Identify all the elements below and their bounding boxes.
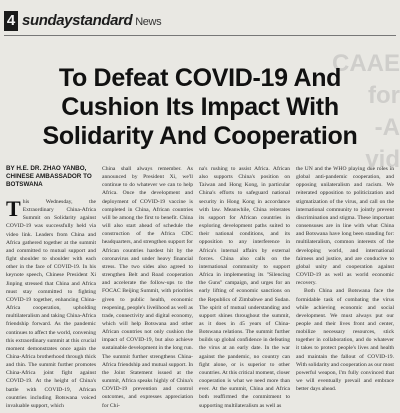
header-rule xyxy=(4,35,396,36)
column-4-paragraph-2: Both China and Botswana face the formidable task of combating the virus while achieving economic and social development. We must always put our people and their lives front and center, mobilize necessary resources, stick together in collaboration, and do whatever it takes to protect people's lives and health and maintain the fallout of COVID-19. With solidarity and cooperation as our most powerful weapon, I'm fully convinced that we will eventually prevail and embrace better days ahead. xyxy=(296,288,394,393)
masthead xyxy=(22,12,161,29)
article-byline: BY H.E. DR. ZHAO YANBO, CHINESE AMBASSADOR TO BOTSWANA xyxy=(6,165,92,189)
ghost-line-4: vid xyxy=(365,146,400,168)
publication-name: sundaystandard xyxy=(22,12,133,29)
column-3-text: na's rushing to assist Africa. African also supports China's position on Taiwan and Hong Kong, in particular China's efforts to safeguard national security in Hong Kong in accordance with law. Meanwhile, China reiterates its support for African countries in exploring development paths suited to their national conditions, and its opposition to any interference in Africa's internal affairs by external forces. China also calls on the international community to support Africa in implementing its "Silencing the Guns" campaign, and urges for an early lifting of economic sanctions on the Republics of Zimbabwe and Sudan. The spirit of mutual understanding and support shines throughout the summit, as it does in 45 years of China-Botswana relations. The summit further builds up global confidence in defeating the virus at an early date. In the war against the pandemic, no country can fight alone, or is superior to other countries. At this critical moment, closer cooperation is what we need more than ever. At the summit, China and Africa both reaffirmed the commitment to supporting multilateralism as well as xyxy=(199,166,290,409)
article-column-1 xyxy=(6,198,96,409)
ghost-line-2: for xyxy=(368,82,400,109)
column-2-text: China shall always remember. As announced by President Xi, we'll continue to do whatever we can to help Africa. Once the development and deployment of COVID-19 vaccine is completed in China, African countries will be among the first to benefit. China will also start ahead of schedule the construction of the Africa CDC headquarters, and strengthen support for African countries hardest hit by the coronavirus and under heavy financial stress. The two sides also agreed to strengthen Belt and Road cooperation and accelerate the follow-ups to the FOCAC Beijing Summit, with priorities given to public health, economic reopening, people's livelihood as well as trade, connectivity and digital economy, which will help Botswana and other African countries not only cushion the impact of COVID-19, but also achieve sustainable development in the long run. The summit further strengthens China-Africa friendship and mutual support. In the Joint Statement issued at the summit, Africa speaks highly of China's COVID-19 prevention and control outcomes, and expresses appreciation for Chi- xyxy=(102,166,193,409)
column-1-text: his Wednesday, the Extraordinary China-Africa Summit on Solidarity against COVID-19 was successfully held via video link. Leaders from China and Africa gathered together at the summit and committed to mutual support and fight shoulder to shoulder with each other in the face of COVID-19. In his keynote speech, Chinese President Xi Jinping stressed that China and Africa must stay committed to fighting COVID-19 together, enhancing China-Africa cooperation, upholding multilateralism and taking China-Africa friendship forward. As the pandemic continues to affect the world, convening this extraordinary summit at this crucial moment demonstrates once again the China-Africa brotherhood through thick and thin. The summit further promotes China-Africa joint fight against COVID-19. At the height of China's battle with COVID-19, African countries including Botswana voiced invaluable support, which xyxy=(6,199,96,409)
ghost-line-1: CAAE xyxy=(331,50,400,77)
column-4-paragraph-1: the UN and the WHO playing due roles in global anti-pandemic cooperation, and opposing unilateralism and racism. We reiterated opposition to politicization and stigmatization of the virus, and call on the international community to jointly prevent discrimination and stigma. These important consensuses are in line with what China and Botswana have long been standing for: multilateralism, common interests of the developing world, and international fairness and justice, and are conducive to global unity and cooperation against COVID-19 as well as world economic recovery. xyxy=(296,166,394,287)
section-label: News xyxy=(135,16,162,28)
page-header xyxy=(4,6,396,36)
article-column-2 xyxy=(102,165,193,409)
drop-cap: T xyxy=(6,198,21,221)
page-number: 4 xyxy=(4,11,18,31)
article-headline: To Defeat COVID-19 And Cushion Its Impact With Solidarity And Cooperation xyxy=(42,64,358,150)
article-column-3 xyxy=(199,165,290,409)
article-column-4 xyxy=(296,165,394,409)
ghost-line-3: -A xyxy=(374,114,400,141)
